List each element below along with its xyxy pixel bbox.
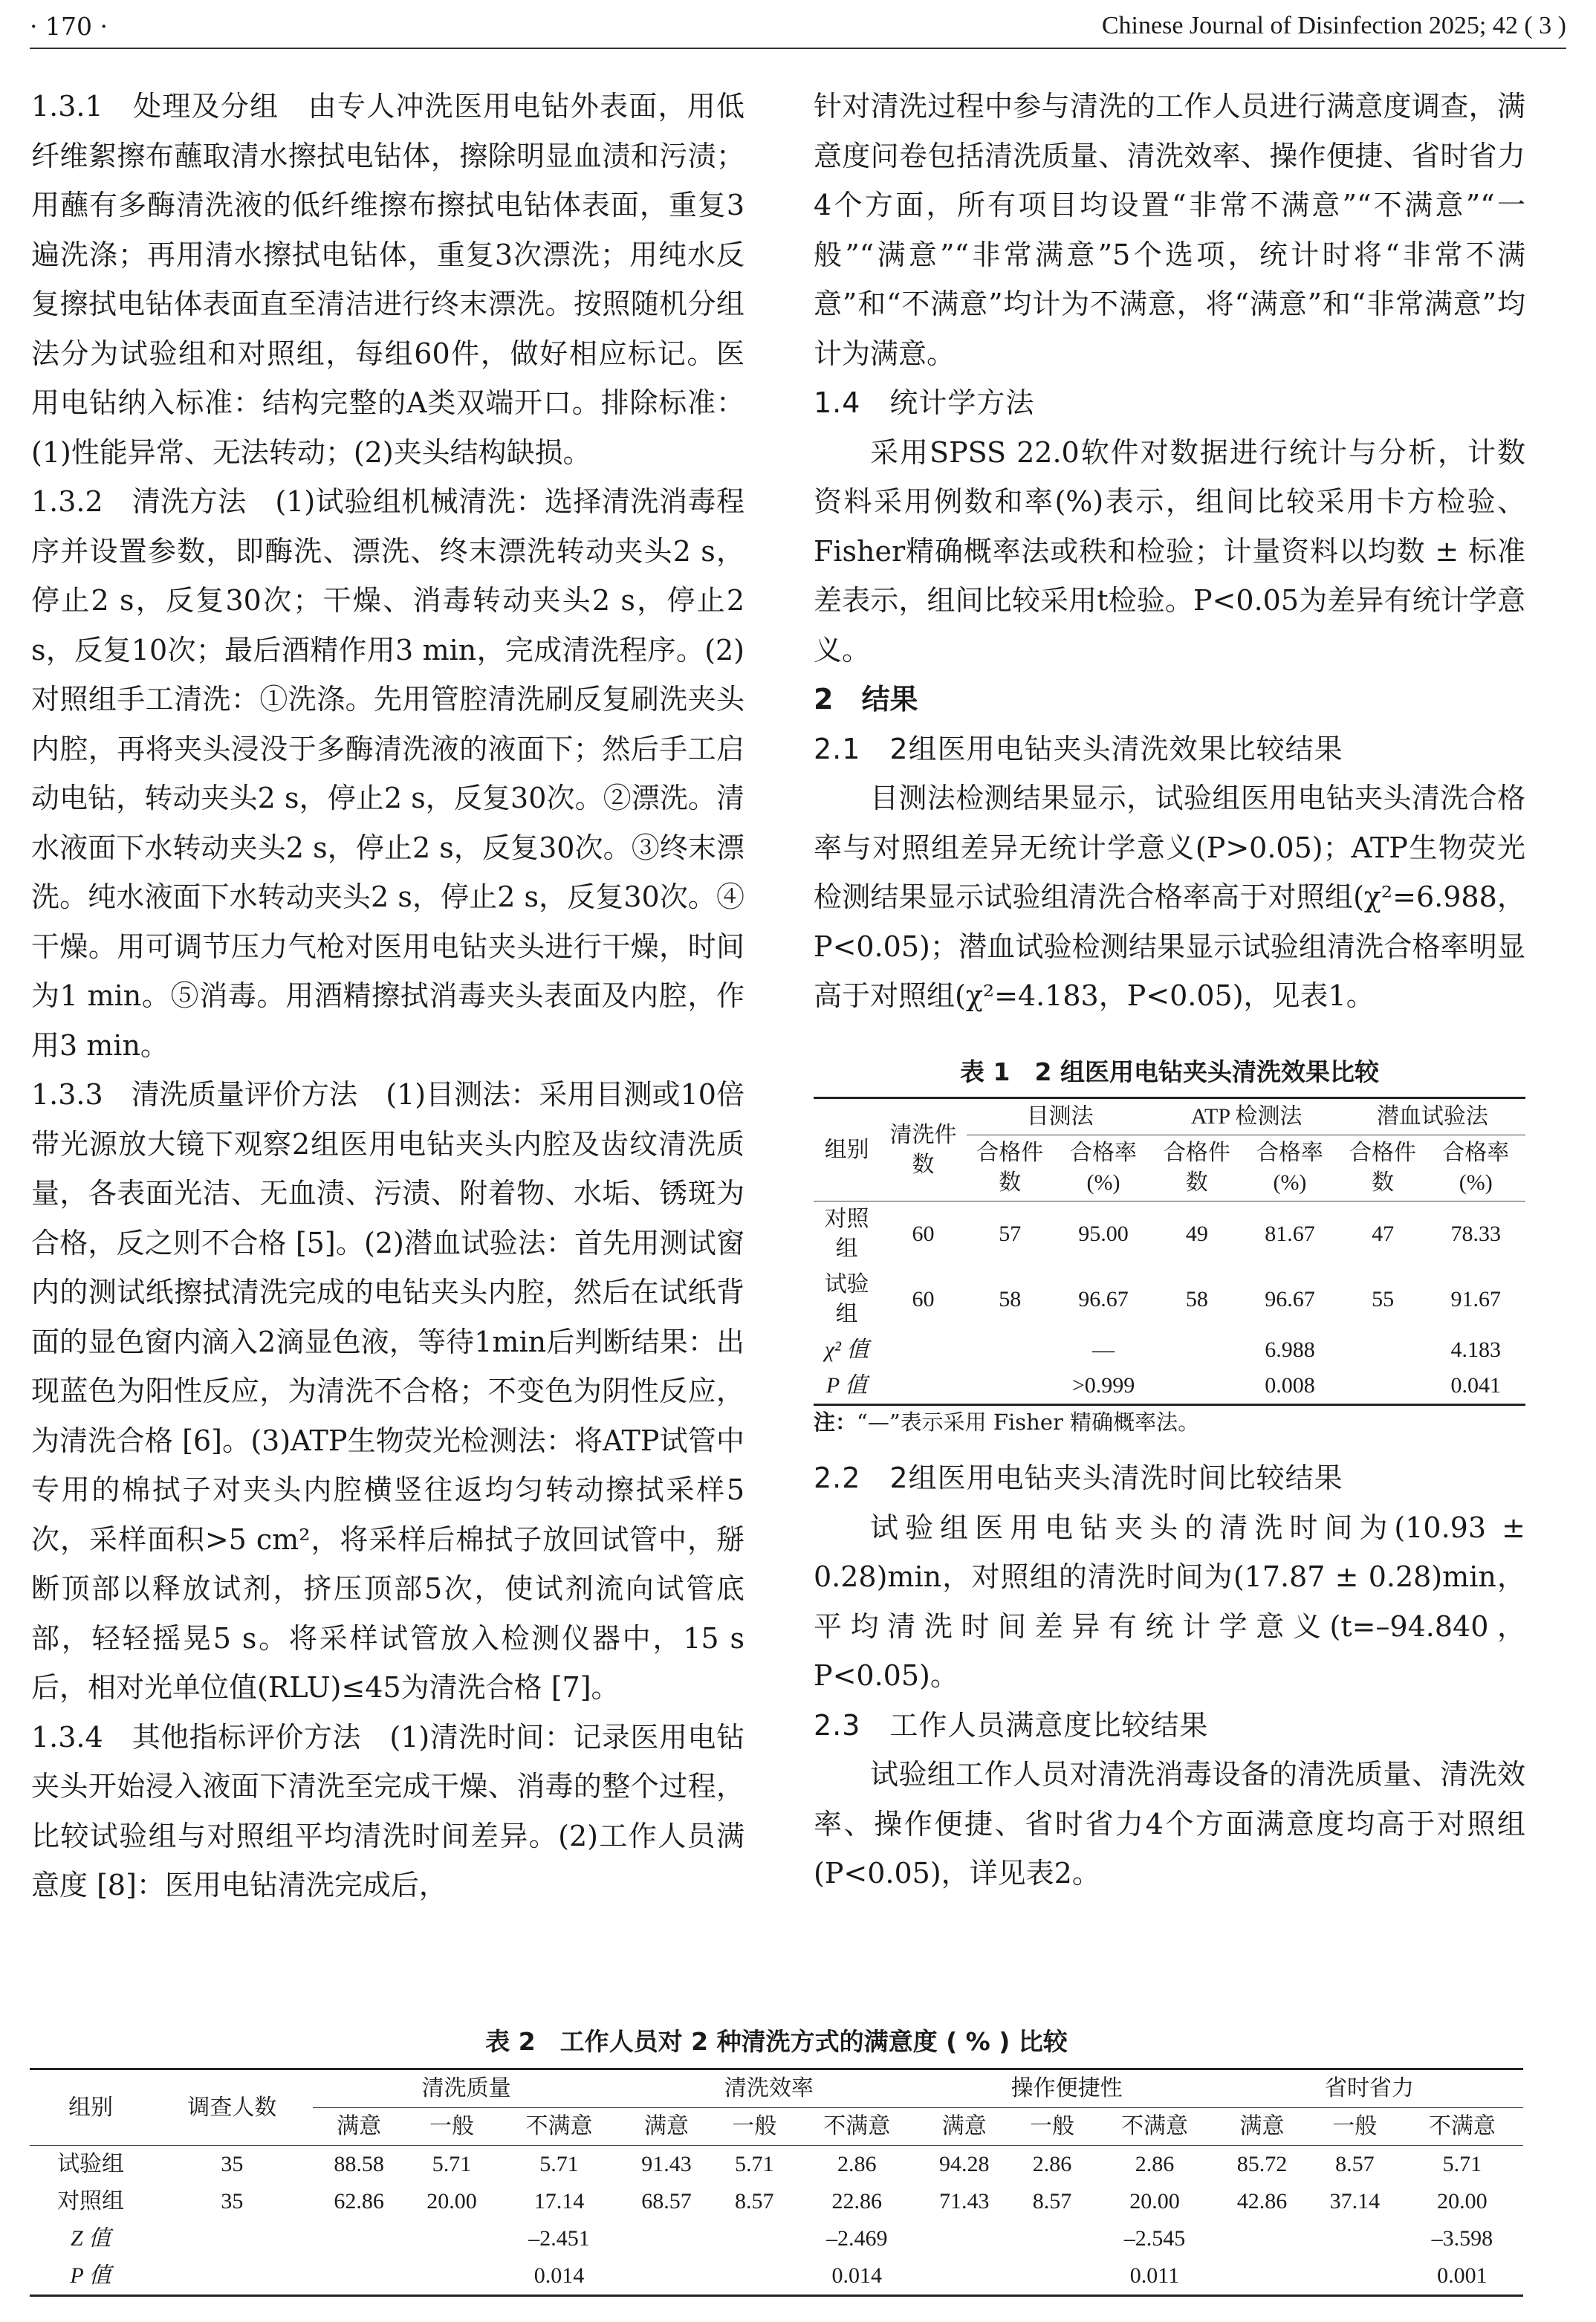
- table-cell: 35: [221, 2189, 244, 2214]
- table-cell: [880, 1368, 967, 1405]
- table-cell: [1011, 2257, 1094, 2296]
- table-row: [814, 1201, 1525, 1268]
- table-cell: 0.041: [1450, 1373, 1501, 1398]
- table-cell: [1216, 2257, 1308, 2296]
- table-cell: 71.43: [938, 2189, 990, 2214]
- heading-2-1: 2.1 2组医用电钻夹头清洗效果比较结果: [814, 732, 1343, 765]
- t2-sub-neutral: 一般: [429, 2114, 474, 2138]
- section-1-3-4: 1.3.4 其他指标评价方法 (1)清洗时间：记录医用电钻夹头开始浸入液面下清洗至完成干燥、消毒的整个过程，比较试验组与对照组平均清洗时间差异。(2)工作人员满意度 [8]：医用电钻清洗完成后，: [31, 1720, 745, 1901]
- table-cell: 0.014: [831, 2263, 882, 2288]
- stats-paragraph: 采用SPSS 22.0软件对数据进行统计与分析，计数资料采用例数和率(%)表示，组间比较采用卡方检验、Fisher精确概率法或秩和检验；计量资料以均数 ± 标准差表示，组间比较采用t检验。P<0.05为差异有统计学意义。: [814, 435, 1525, 667]
- t2-sub-satisfied: 满意: [941, 2114, 987, 2138]
- results-2-1-paragraph: 目测法检测结果显示，试验组医用电钻夹头清洗合格率与对照组差异无统计学意义(P>0.05)；ATP生物荧光检测结果显示试验组清洗合格率高于对照组(χ²=6.988，P<0.05)；潜血试验检测结果显示试验组清洗合格率明显高于对照组(χ²=4.183，P<0.05)，见表1。: [814, 782, 1525, 1012]
- left-column: [31, 82, 745, 1910]
- table-cell: [1011, 2220, 1094, 2257]
- table-cell: 5.71: [432, 2152, 472, 2176]
- table2: [30, 2068, 1523, 2297]
- table-cell: 60: [912, 1222, 935, 1246]
- table-cell: 20.00: [426, 2189, 477, 2214]
- table-cell: [1153, 1368, 1240, 1405]
- table2-block: [30, 2023, 1523, 2297]
- table-cell: [1308, 2220, 1401, 2257]
- table-row: [30, 2257, 1523, 2296]
- table-cell: [152, 2220, 313, 2257]
- table-row: [814, 1368, 1525, 1405]
- table-cell: 68.57: [641, 2189, 692, 2214]
- table-cell: 96.67: [1078, 1287, 1129, 1311]
- t2-header-n: 调查人数: [152, 2069, 313, 2146]
- table-cell: 58: [1185, 1287, 1208, 1311]
- table-cell: 20.00: [1437, 2189, 1488, 2214]
- t2-sub-neutral: 一般: [1030, 2114, 1075, 2138]
- table-cell: 试验组: [57, 2152, 125, 2176]
- t2-header-group: 组别: [30, 2069, 152, 2146]
- t2-sub-neutral: 一般: [732, 2114, 777, 2138]
- table-cell: 78.33: [1450, 1222, 1501, 1246]
- table-cell: –2.545: [1123, 2226, 1186, 2251]
- t1-sub-pass-n: 合格件数: [1163, 1141, 1230, 1195]
- table-cell: 17.14: [533, 2189, 585, 2214]
- section-1-3-1: 1.3.1 处理及分组 由专人冲洗医用电钻外表面，用低纤维絮擦布蘸取清水擦拭电钻体，擦除明显血渍和污渍；用蘸有多酶清洗液的低纤维擦布擦拭电钻体表面，重复3遍洗涤；再用清水擦拭电钻体，重复3次漂洗；用纯水反复擦拭电钻体表面直至清洁进行终末漂洗。按照随机分组法分为试验组和对照组，每组60件，做好相应标记。医用电钻纳入标准：结构完整的A类双端开口。排除标准：(1)性能异常、无法转动；(2)夹头结构缺损。: [31, 90, 745, 469]
- table-cell: 6.988: [1265, 1337, 1315, 1362]
- table-cell: 94.28: [938, 2152, 990, 2176]
- satisfaction-paragraph: 针对清洗过程中参与清洗的工作人员进行满意度调查，满意度问卷包括清洗质量、清洗效率、操作便捷、省时省力4个方面，所有项目均设置“非常不满意”“不满意”“一般”“满意”“非常满意”5个选项，统计时将“非常不满意”和“不满意”均计为不满意，将“满意”和“非常满意”均计为满意。: [814, 90, 1525, 370]
- t2-header-quality: 清洗质量: [313, 2069, 620, 2108]
- table1-note: [814, 1406, 1525, 1439]
- table-cell: 91.67: [1450, 1287, 1501, 1311]
- table-row: [30, 2146, 1523, 2184]
- table-cell: [967, 1368, 1054, 1405]
- table-cell: 5.71: [539, 2152, 579, 2176]
- table-cell: 81.67: [1265, 1222, 1315, 1246]
- t2-sub-unsatisfied: 不满意: [525, 2114, 593, 2138]
- table-cell: 0.014: [533, 2263, 585, 2288]
- table-cell: [1340, 1332, 1427, 1368]
- t2-sub-unsatisfied: 不满意: [823, 2114, 891, 2138]
- table-cell: >0.999: [1071, 1373, 1135, 1398]
- t2-header-time: 省时省力: [1216, 2069, 1523, 2108]
- section-1-3-2: 1.3.2 清洗方法 (1)试验组机械清洗：选择清洗消毒程序并设置参数，即酶洗、漂洗、终末漂洗转动夹头2 s，停止2 s，反复30次；干燥、消毒转动夹头2 s，停止2 s，反复10次；最后酒精作用3 min，完成清洗程序。(2)对照组手工清洗：①洗涤。先用管腔清洗刷反复刷洗夹头内腔，再将夹头浸没于多酶清洗液的液面下；然后手工启动电钻，转动夹头2 s，停止2 s，反复30次。②漂洗。清水液面下水转动夹头2 s，停止2 s，反复30次。③终末漂洗。纯水液面下水转动夹头2 s，停止2 s，反复30次。④干燥。用可调节压力气枪对医用电钻夹头进行干燥，时间为1 min。⑤消毒。用酒精擦拭消毒夹头表面及内腔，作用3 min。: [31, 485, 745, 1062]
- table-cell: [713, 2257, 796, 2296]
- table-cell: [620, 2220, 713, 2257]
- table-cell: Z 值: [70, 2226, 111, 2251]
- table2-caption: 表 2 工作人员对 2 种清洗方式的满意度 ( % ) 比较: [485, 2027, 1068, 2056]
- table-cell: 对照组: [57, 2189, 125, 2214]
- t1-header-blood: 潜血试验法: [1340, 1098, 1525, 1135]
- table-cell: 22.86: [831, 2189, 882, 2214]
- table-cell: 42.86: [1236, 2189, 1288, 2214]
- t1-header-atp: ATP 检测法: [1153, 1098, 1339, 1135]
- table-cell: 55: [1372, 1287, 1395, 1311]
- t2-sub-unsatisfied: 不满意: [1428, 2114, 1496, 2138]
- note-text: “—”表示采用 Fisher 精确概率法。: [857, 1410, 1200, 1435]
- heading-1-4: 1.4 统计学方法: [814, 386, 1035, 419]
- t2-sub-neutral: 一般: [1332, 2114, 1378, 2138]
- t2-sub-unsatisfied: 不满意: [1120, 2114, 1188, 2138]
- heading-2-2: 2.2 2组医用电钻夹头清洗时间比较结果: [814, 1462, 1343, 1494]
- table-cell: 8.57: [1032, 2189, 1072, 2214]
- table-cell: 20.00: [1129, 2189, 1180, 2214]
- table-cell: [1308, 2257, 1401, 2296]
- table-cell: 0.011: [1129, 2263, 1180, 2288]
- t2-sub-satisfied: 满意: [643, 2114, 689, 2138]
- t1-sub-pass-rate: 合格率(%): [1442, 1141, 1510, 1195]
- table-cell: χ² 值: [824, 1337, 869, 1362]
- page-header: [30, 7, 1566, 49]
- table-cell: 60: [912, 1287, 935, 1311]
- table-cell: 对照组: [824, 1207, 869, 1261]
- table-cell: 4.183: [1450, 1337, 1501, 1362]
- table-cell: [967, 1332, 1054, 1368]
- table-cell: [880, 1332, 967, 1368]
- table-cell: 0.001: [1437, 2263, 1488, 2288]
- results-2-3-paragraph: 试验组工作人员对清洗消毒设备的清洗质量、清洗效率、操作便捷、省时省力4个方面满意度均高于对照组(P<0.05)，详见表2。: [814, 1758, 1525, 1890]
- table-cell: P 值: [825, 1373, 868, 1398]
- table-cell: [152, 2257, 313, 2296]
- t2-sub-satisfied: 满意: [337, 2114, 382, 2138]
- table-cell: 91.43: [641, 2152, 692, 2176]
- right-column: [814, 82, 1525, 1898]
- t1-sub-pass-rate: 合格率(%): [1070, 1141, 1138, 1195]
- table-cell: 88.58: [334, 2152, 384, 2176]
- t1-sub-pass-n: 合格件数: [1349, 1141, 1417, 1195]
- table-cell: P 值: [70, 2263, 111, 2288]
- table-cell: 8.57: [1335, 2152, 1375, 2176]
- table-cell: 5.71: [1442, 2152, 1482, 2176]
- table-cell: [620, 2257, 713, 2296]
- results-2-2-paragraph: 试验组医用电钻夹头的清洗时间为(10.93 ± 0.28)min，对照组的清洗时间为(17.87 ± 0.28)min，平均清洗时间差异有统计学意义(t=–94.840，P<0.05)。: [814, 1511, 1525, 1692]
- t1-header-count: 清洗件数: [880, 1098, 967, 1201]
- table-cell: 58: [999, 1287, 1022, 1311]
- table-cell: 2.86: [1032, 2152, 1072, 2176]
- table-cell: [713, 2220, 796, 2257]
- journal-title: Chinese Journal of Disinfection 2025; 42 ( 3 ): [1101, 12, 1566, 39]
- table-cell: 2.86: [1135, 2152, 1175, 2176]
- table-cell: 8.57: [735, 2189, 774, 2214]
- table-cell: –3.598: [1431, 2226, 1493, 2251]
- t2-header-efficiency: 清洗效率: [620, 2069, 918, 2108]
- t2-header-ease: 操作便捷性: [918, 2069, 1216, 2108]
- table-cell: 试验组: [824, 1272, 869, 1326]
- table-cell: –2.469: [825, 2226, 888, 2251]
- table2-body: [30, 2146, 1523, 2296]
- table-cell: 96.67: [1265, 1287, 1315, 1311]
- table-cell: 85.72: [1236, 2152, 1288, 2176]
- table-cell: –2.451: [528, 2226, 590, 2251]
- heading-2-3: 2.3 工作人员满意度比较结果: [814, 1708, 1209, 1742]
- note-label: 注：: [814, 1410, 857, 1435]
- table-row: [30, 2220, 1523, 2257]
- table-cell: 37.14: [1329, 2189, 1381, 2214]
- table-cell: 5.71: [735, 2152, 774, 2176]
- table-row: [814, 1332, 1525, 1368]
- table-cell: 0.008: [1265, 1373, 1315, 1398]
- table-cell: —: [1092, 1337, 1115, 1362]
- table-row: [30, 2183, 1523, 2220]
- table-cell: 49: [1185, 1222, 1208, 1246]
- table-cell: [1340, 1368, 1427, 1405]
- table-cell: [406, 2220, 499, 2257]
- table-cell: 2.86: [837, 2152, 877, 2176]
- table-cell: 57: [999, 1222, 1022, 1246]
- header-rule: [30, 48, 1566, 49]
- table-cell: 47: [1372, 1222, 1395, 1246]
- heading-2: 2 结果: [814, 683, 918, 716]
- table-cell: 35: [221, 2152, 244, 2176]
- table-row: [814, 1267, 1525, 1332]
- table-cell: [1153, 1332, 1240, 1368]
- t2-sub-satisfied: 满意: [1239, 2114, 1285, 2138]
- table-cell: [313, 2220, 406, 2257]
- table-cell: [918, 2257, 1011, 2296]
- table-cell: 62.86: [334, 2189, 384, 2214]
- page-number: · 170 ·: [30, 12, 108, 41]
- table-cell: [313, 2257, 406, 2296]
- table-cell: 95.00: [1078, 1222, 1129, 1246]
- t1-sub-pass-n: 合格件数: [976, 1141, 1044, 1195]
- table1: [814, 1097, 1525, 1406]
- section-1-3-3: 1.3.3 清洗质量评价方法 (1)目测法：采用目测或10倍带光源放大镜下观察2组医用电钻夹头内腔及齿纹清洗质量，各表面光洁、无血渍、污渍、附着物、水垢、锈斑为合格，反之则不合格 [5]。(2)潜血试验法：首先用测试窗内的测试纸擦拭清洗完成的电钻夹头内腔，然后在试纸背面的显色窗内滴入2滴显色液，等待1min后判断结果：出现蓝色为阳性反应，为清洗不合格；不变色为阴性反应，为清洗合格 [6]。(3)ATP生物荧光检测法：将ATP试管中专用的棉拭子对夹头内腔横竖往返均匀转动擦拭采样5次，采样面积>5 cm²，将采样后棉拭子放回试管中，掰断顶部以释放试剂，挤压顶部5次，使试剂流向试管底部，轻轻摇晃5 s。将采样试管放入检测仪器中，15 s后，相对光单位值(RLU)≤45为清洗合格 [7]。: [31, 1078, 745, 1704]
- t1-header-visual: 目测法: [967, 1098, 1154, 1135]
- table-cell: [918, 2220, 1011, 2257]
- table1-caption: 表 1 2 组医用电钻夹头清洗效果比较: [960, 1057, 1379, 1086]
- t1-sub-pass-rate: 合格率(%): [1256, 1141, 1323, 1195]
- table-cell: [406, 2257, 499, 2296]
- t1-header-group: 组别: [814, 1098, 880, 1201]
- table-cell: [1216, 2220, 1308, 2257]
